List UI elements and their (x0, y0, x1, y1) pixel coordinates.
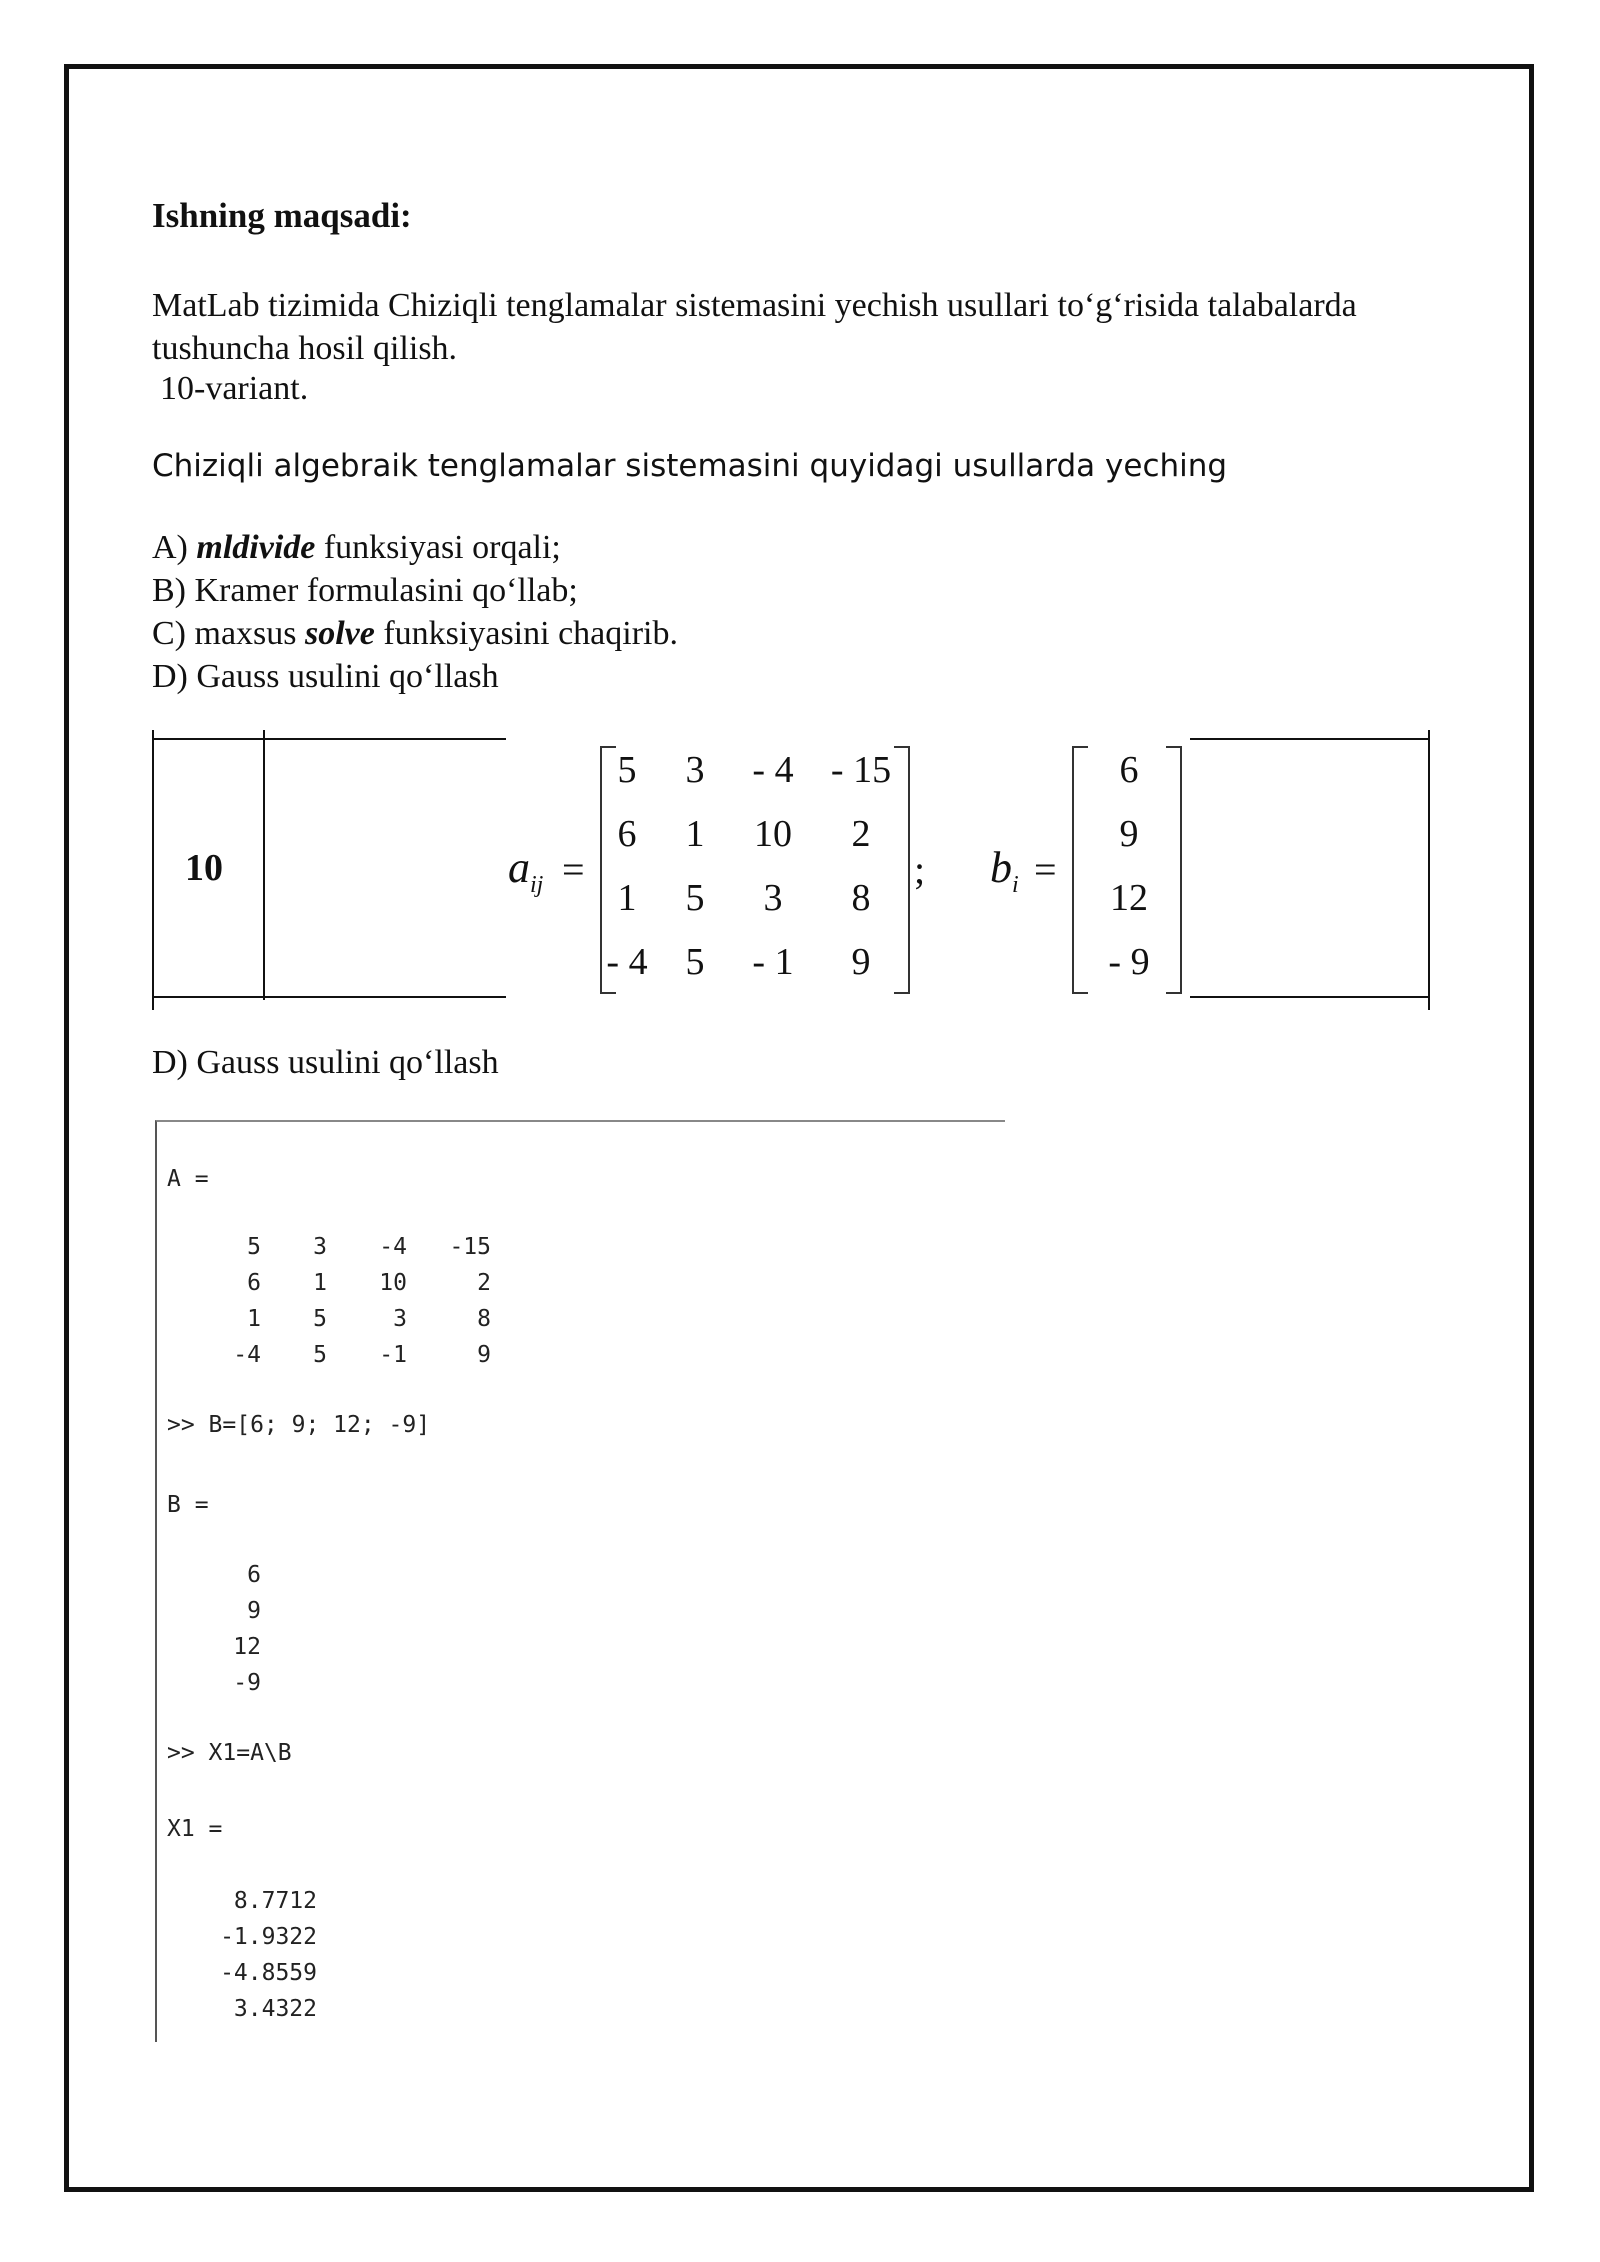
b-subscript: i (1012, 871, 1019, 898)
method-b: B) Kramer formulasini qo‘llab; (152, 572, 578, 609)
matrix-a-cell: 6 (617, 813, 637, 855)
semicolon: ; (914, 847, 926, 892)
vector-b-cell: 9 (1119, 813, 1139, 855)
console-a-cell: 1 (247, 1306, 261, 1332)
console-a-cell: 3 (313, 1234, 327, 1260)
console-a-cell: 5 (247, 1234, 261, 1260)
matrix-a-cell: 5 (685, 941, 705, 983)
console-b-cell: -9 (233, 1670, 261, 1696)
console-a-cell: -15 (449, 1234, 491, 1260)
console-a-cell: -4 (379, 1234, 407, 1260)
matrix-a-label (508, 842, 543, 899)
x-header: X1 = (167, 1816, 223, 1842)
matrix-a-cell: - 1 (752, 941, 794, 983)
matrix-a-cell: - 15 (830, 749, 892, 791)
console-x-cell: -4.8559 (220, 1960, 317, 1986)
console-a-cell: 5 (313, 1342, 327, 1368)
matrix-a-cell: 5 (617, 749, 637, 791)
task-statement: Chiziqli algebraik tenglamalar sistemasini quyidagi usullarda yeching (152, 448, 1228, 484)
variant-label: 10-variant. (160, 370, 309, 407)
console-a-cell: 10 (379, 1270, 407, 1296)
vector-b-cell: 12 (1110, 877, 1148, 919)
console-a-cell: 9 (477, 1342, 491, 1368)
matrix-a-cell: - 4 (606, 941, 648, 983)
matrix-a-cell: 1 (685, 813, 705, 855)
method-a-func: mldivide (196, 529, 316, 566)
method-d: D) Gauss usulini qo‘llash (152, 658, 499, 695)
method-a-prefix: A) (152, 529, 197, 566)
method-a-suffix: funksiyasi orqali; (315, 529, 561, 566)
console-x-cell: 8.7712 (233, 1888, 317, 1914)
vector-b-label (990, 842, 1019, 899)
matrix-a-cell: 5 (685, 877, 705, 919)
console-b-cell: 12 (233, 1634, 261, 1660)
heading: Ishning maqsadi: (152, 196, 412, 235)
console-a-cell: 6 (247, 1270, 261, 1296)
console-x-cell: 3.4322 (233, 1996, 317, 2022)
matrix-a-cell: 8 (851, 877, 871, 919)
matrix-a-cell: 1 (617, 877, 637, 919)
a-header: A = (167, 1166, 209, 1192)
command-x: >> X1=A\B (167, 1740, 292, 1766)
a-subscript: ij (530, 871, 544, 898)
method-c-func: solve (305, 615, 375, 652)
subheading: D) Gauss usulini qo‘llash (152, 1044, 499, 1081)
console-a-cell: -1 (379, 1342, 407, 1368)
console-b-cell: 9 (247, 1598, 261, 1624)
vector-b-left-bracket (1072, 746, 1088, 994)
console-a-cell: 8 (477, 1306, 491, 1332)
console-x-cell: -1.9322 (220, 1924, 317, 1950)
methods-list (152, 526, 678, 698)
vector-b-cell: - 9 (1108, 941, 1150, 983)
b-symbol: b (990, 843, 1012, 892)
equals-b: = (1034, 847, 1057, 892)
vector-b-cell: 6 (1119, 749, 1139, 791)
matlab-console (155, 1120, 1005, 2042)
variant-number: 10 (185, 847, 223, 889)
matrix-a-cell: 2 (851, 813, 871, 855)
matrix-a-cell: - 4 (752, 749, 794, 791)
matrix-a-cell: 9 (851, 941, 871, 983)
console-a-cell: 1 (313, 1270, 327, 1296)
console-a-cell: 3 (393, 1306, 407, 1332)
matrix-a-cell: 3 (685, 749, 705, 791)
b-header: B = (167, 1492, 209, 1518)
console-a-cell: -4 (233, 1342, 261, 1368)
method-c (152, 612, 678, 655)
objective-paragraph: MatLab tizimida Chiziqli tenglamalar sistemasini yechish usullari to‘g‘risida talabalarda tushuncha hosil qilish. (152, 287, 1357, 367)
method-a (152, 526, 678, 569)
matrix-a-cell: 3 (763, 877, 783, 919)
console-a-cell: 5 (313, 1306, 327, 1332)
method-c-prefix: C) maxsus (152, 615, 305, 652)
matrix-a-right-bracket (894, 746, 910, 994)
vector-b-right-bracket (1166, 746, 1182, 994)
method-c-suffix: funksiyasini chaqirib. (374, 615, 678, 652)
command-b: >> B=[6; 9; 12; -9] (167, 1412, 431, 1438)
equals-a: = (562, 847, 585, 892)
console-b-cell: 6 (247, 1562, 261, 1588)
matrix-a-cell: 10 (754, 813, 792, 855)
console-a-cell: 2 (477, 1270, 491, 1296)
a-symbol: a (508, 843, 530, 892)
